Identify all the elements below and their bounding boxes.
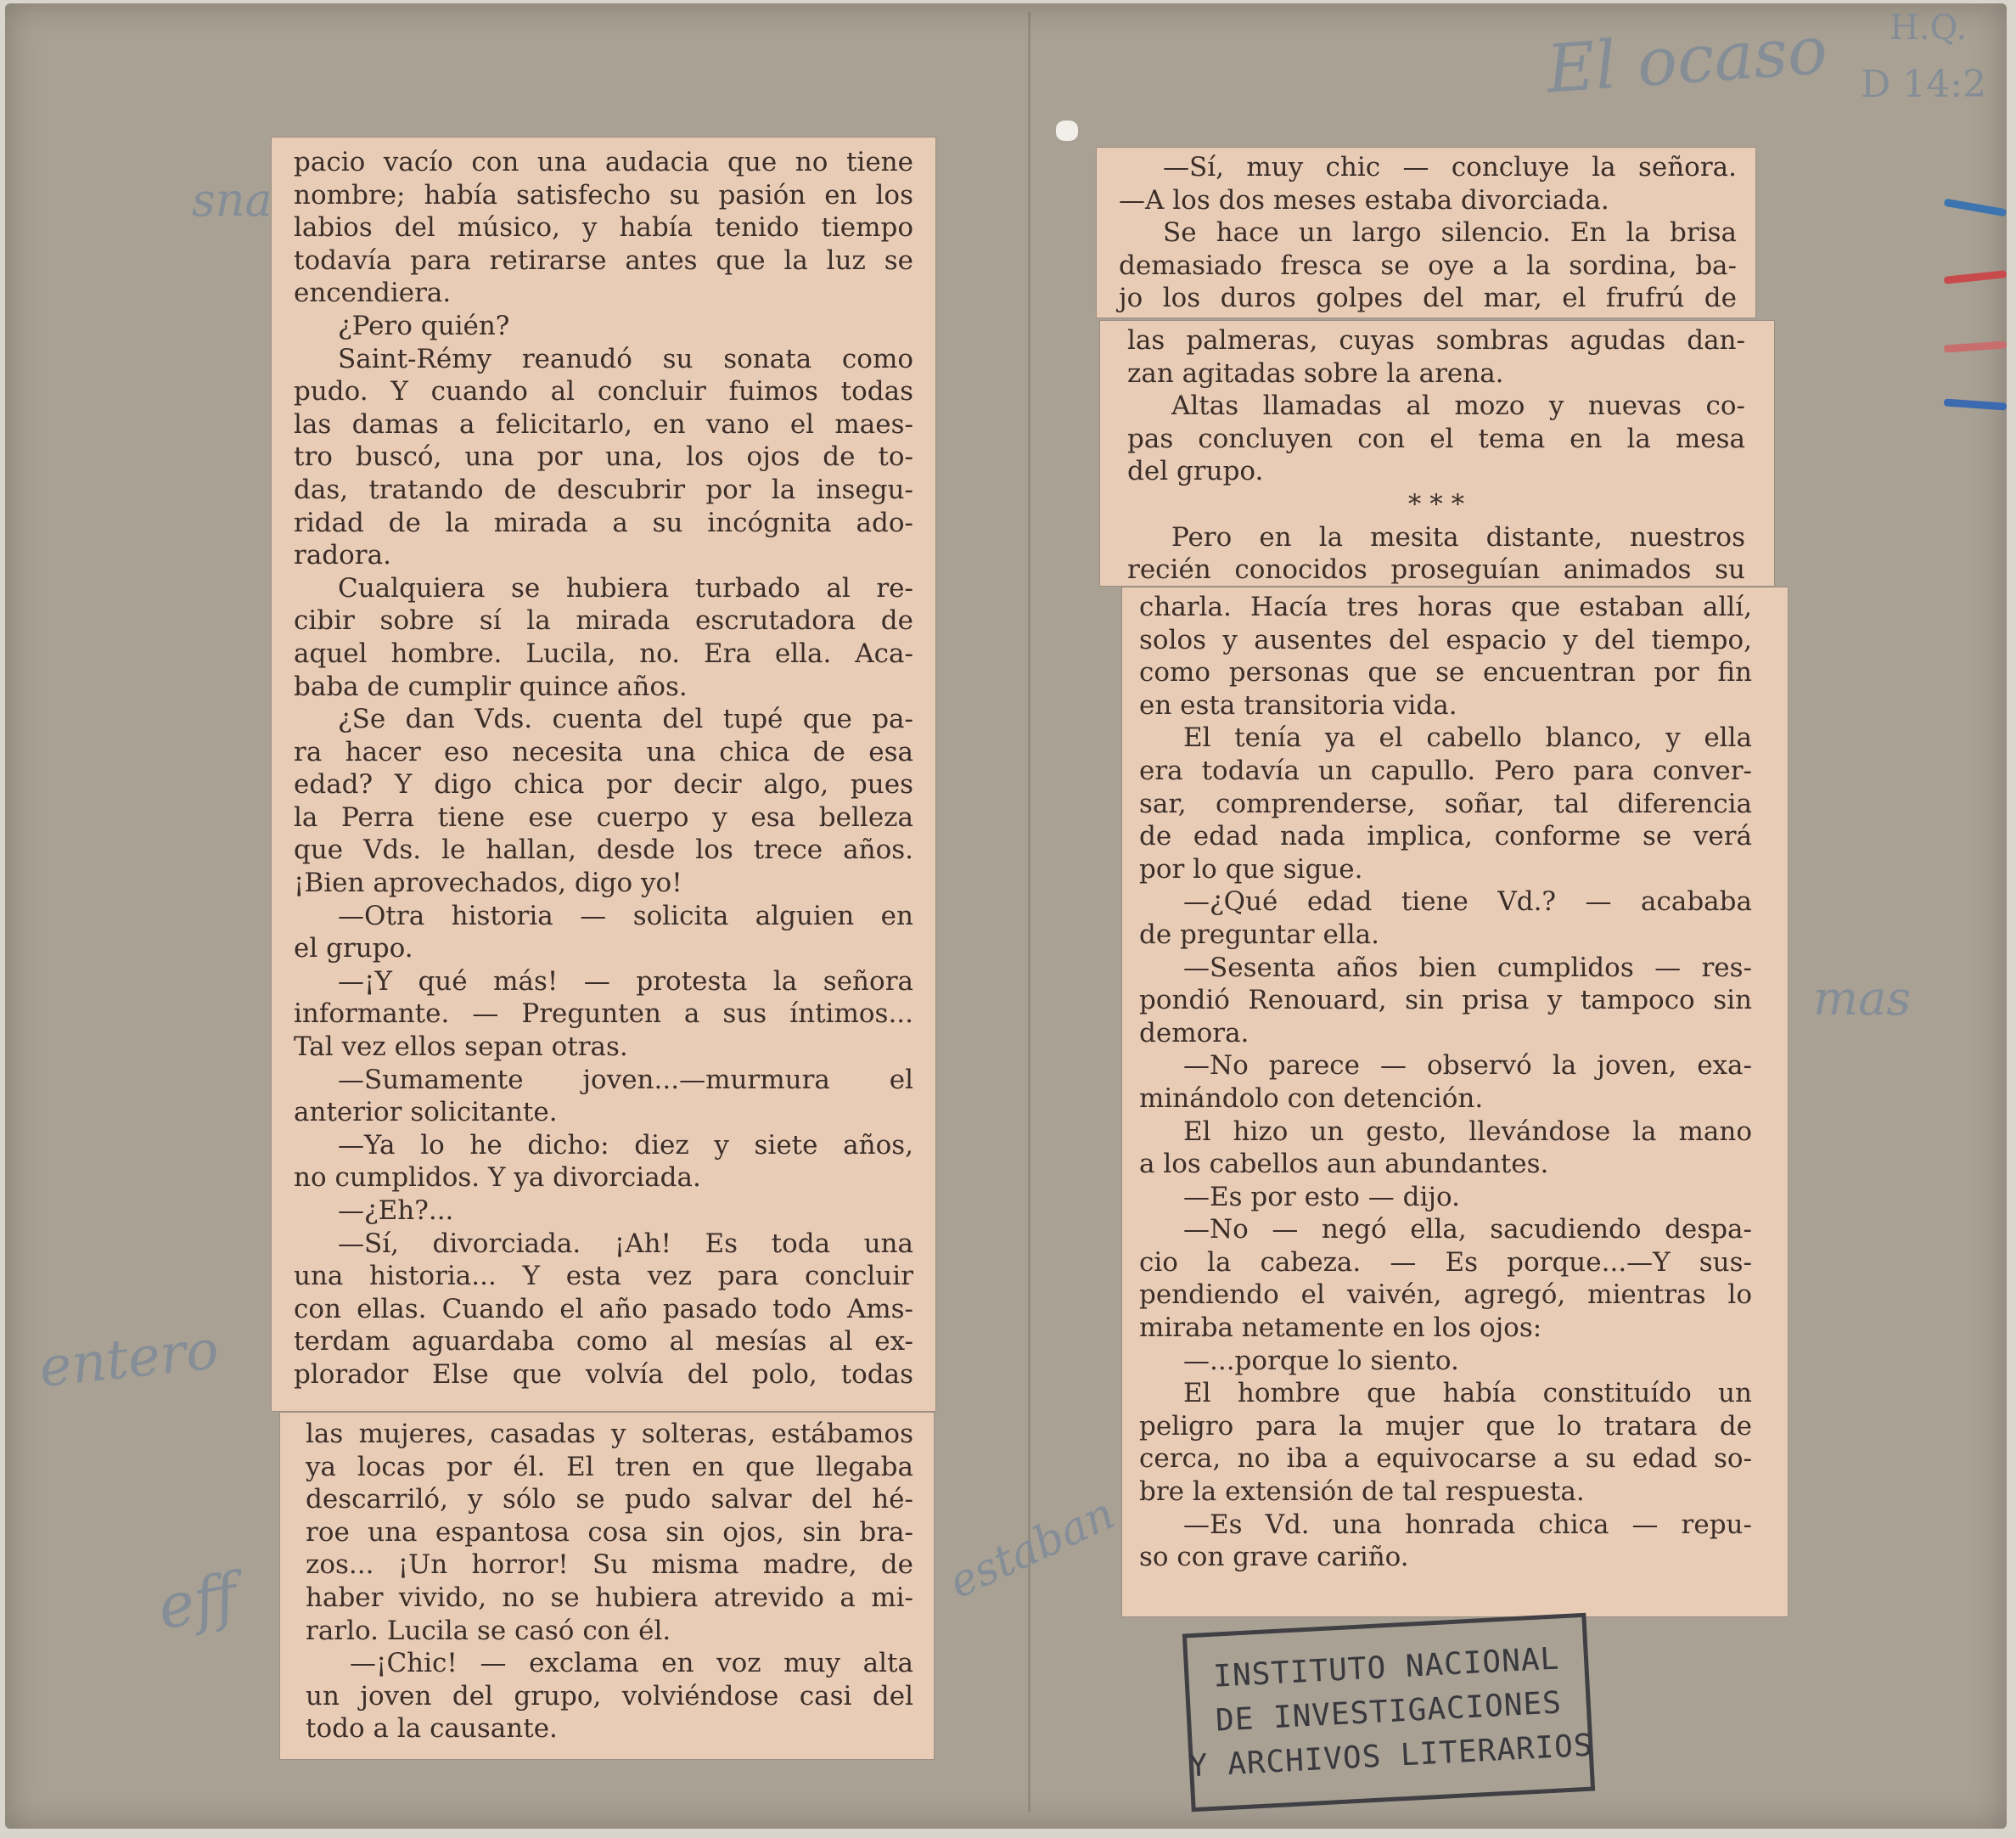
clipping-line: ¿Pero quién? — [338, 310, 510, 341]
clipping-line: bre la extensión de tal respuesta. — [1139, 1476, 1585, 1508]
clipping-line: haber vivido, no se hubiera atrevido a mi- — [306, 1582, 913, 1613]
clipping-line: todavía para retirarse antes que la luz se — [294, 245, 913, 276]
clipping-line: Saint-Rémy reanudó su sonata como — [338, 343, 913, 374]
handwritten-code-number: D 14:2 — [1861, 63, 1987, 106]
clipping-line: era todavía un capullo. Pero para conver- — [1139, 755, 1752, 786]
clipping-line: peligro para la mujer que lo tratara de — [1139, 1410, 1752, 1442]
clipping-line: que Vds. le hallan, desde los trece años. — [294, 835, 913, 866]
blue-tab — [1944, 199, 2007, 217]
clipping-line: el grupo. — [294, 933, 413, 964]
clipping-line: charla. Hacía tres horas que estaban allí, — [1139, 592, 1752, 622]
clipping-line: —¿Qué edad tiene Vd.? — acababa — [1183, 886, 1752, 918]
clipping-line: tro buscó, una por una, los ojos de to- — [294, 441, 913, 473]
clipping-line: pondió Renouard, sin prisa y tampoco sin — [1139, 985, 1752, 1016]
clipping-line: solos y ausentes del espacio y del tiempo, — [1139, 624, 1752, 655]
clipping-line: cerca, no iba a equivocarse a su edad so- — [1139, 1443, 1752, 1475]
clipping-right-top — [1097, 148, 1755, 318]
clipping-line: ra hacer eso necesita una chica de esa — [294, 736, 913, 767]
clipping-line: las palmeras, cuyas sombras agudas dan- — [1127, 325, 1745, 356]
clipping-line: cio la cabeza. — Es porque...—Y sus- — [1139, 1246, 1752, 1278]
clipping-line: zos... ¡Un horror! Su misma madre, de — [306, 1549, 913, 1581]
clipping-right-middle — [1100, 321, 1774, 586]
clipping-line: —Sumamente joven...—murmura el — [338, 1064, 913, 1095]
clipping-line: —Otra historia — solicita alguien en — [338, 900, 913, 931]
clipping-line: terdam aguardaba como al mesías al ex- — [294, 1326, 913, 1357]
clipping-line: —Es Vd. una honrada chica — repu- — [1183, 1509, 1752, 1540]
clipping-line: ¡Bien aprovechados, digo yo! — [294, 868, 682, 899]
clipping-line: demora. — [1139, 1017, 1249, 1048]
clipping-text — [1127, 324, 1745, 587]
clipping-line: —¿Eh?... — [338, 1195, 454, 1226]
clipping-left-top — [272, 138, 935, 1411]
clipping-line: zan agitadas sobre la arena. — [1127, 357, 1504, 389]
clipping-line: de preguntar ella. — [1139, 919, 1379, 950]
clipping-line: Tal vez ellos sepan otras. — [294, 1031, 628, 1063]
clipping-line: —Sesenta años bien cumplidos — res- — [1183, 952, 1752, 983]
handwritten-code-top: H.Q. — [1890, 8, 1968, 48]
clipping-line: informante. — Pregunten a sus íntimos... — [294, 998, 913, 1030]
clipping-line: aquel hombre. Lucila, no. Era ella. Aca- — [294, 638, 913, 669]
clipping-line: las mujeres, casadas y solteras, estábamos — [306, 1419, 913, 1449]
clipping-line: encendiera. — [294, 278, 452, 309]
clipping-line: pudo. Y cuando al concluir fuimos todas — [294, 376, 913, 408]
clipping-text — [1139, 591, 1752, 1574]
clipping-line: por lo que sigue. — [1139, 853, 1363, 885]
clipping-line: —Ya lo he dicho: diez y siete años, — [338, 1129, 913, 1161]
clipping-line: descarriló, y sólo se pudo salvar del hé- — [306, 1484, 913, 1515]
clipping-line: roe una espantosa cosa sin ojos, sin bra- — [306, 1516, 913, 1548]
clipping-line: Se hace un largo silencio. En la brisa — [1163, 217, 1737, 249]
clipping-left-bottom — [280, 1413, 934, 1759]
clipping-line: como personas que se encuentran por fin — [1139, 657, 1752, 689]
clipping-line: —Sí, divorciada. ¡Ah! Es toda una — [338, 1228, 913, 1259]
clipping-line: —A los dos meses estaba divorciada. — [1119, 184, 1609, 216]
clipping-line: las damas a felicitarlo, en vano el maes- — [294, 408, 913, 440]
clipping-line: Altas llamadas al mozo y nuevas co- — [1171, 391, 1745, 422]
clipping-line: —Sí, muy chic — concluye la señora. — [1163, 152, 1737, 183]
clipping-line: cibir sobre sí la mirada escrutadora de — [294, 605, 913, 637]
clipping-line: El hombre que había constituído un — [1183, 1378, 1752, 1409]
clipping-line: minándolo con detención. — [1139, 1082, 1484, 1114]
red-tab — [1944, 270, 2008, 284]
clipping-line: ya locas por él. El tren en que llegaba — [306, 1451, 913, 1482]
clipping-line: nombre; había satisfecho su pasión en los — [294, 179, 913, 211]
clipping-text — [294, 146, 913, 1391]
clipping-text — [1119, 151, 1737, 315]
clipping-line: —No — negó ella, sacudiendo despa- — [1183, 1214, 1752, 1245]
clipping-line: con ellas. Cuando el año pasado todo Ams- — [294, 1293, 913, 1324]
clipping-text — [306, 1418, 913, 1745]
clipping-line: pendiendo el vaivén, agregó, mientras lo — [1139, 1279, 1752, 1311]
clipping-line: baba de cumplir quince años. — [294, 671, 688, 702]
stamp-line: DE INVESTIGACIONES — [1215, 1685, 1563, 1739]
clipping-line: en esta transitoria vida. — [1139, 689, 1457, 721]
clipping-line: de edad nada implica, conforme se verá — [1139, 821, 1752, 852]
clipping-line: no cumplidos. Y ya divorciada. — [294, 1162, 701, 1194]
clipping-line: —No parece — observó la joven, exa- — [1183, 1050, 1752, 1082]
clipping-line: das, tratando de descubrir por la insegu- — [294, 474, 913, 505]
handwritten-margin-sna: sna — [192, 173, 272, 227]
clipping-line: la Perra tiene ese cuerpo y esa belleza — [294, 801, 913, 833]
clipping-line: pas concluyen con el tema en la mesa — [1127, 423, 1745, 454]
handwritten-margin-eff: eff — [152, 1559, 244, 1644]
clipping-line: —...porque lo siento. — [1183, 1345, 1459, 1376]
handwritten-title: El ocaso — [1544, 12, 1830, 109]
clipping-line: pacio vacío con una audacia que no tiene — [294, 147, 913, 177]
clipping-line: del grupo. — [1127, 456, 1264, 487]
handwritten-margin-estaban: estaban — [941, 1488, 1123, 1609]
stamp-line: INSTITUTO NACIONAL — [1212, 1641, 1561, 1695]
clipping-line: todo a la causante. — [306, 1713, 558, 1745]
clipping-line: recién conocidos proseguían animados su — [1127, 554, 1745, 586]
clipping-line: un joven del grupo, volviéndose casi del — [306, 1680, 913, 1712]
clipping-line: demasiado fresca se oye a la sordina, ba- — [1119, 250, 1737, 281]
clipping-line: a los cabellos aun abundantes. — [1139, 1149, 1549, 1180]
handwritten-margin-mas: mas — [1813, 971, 1912, 1026]
clipping-line: anterior solicitante. — [294, 1097, 558, 1128]
clipping-line: —Es por esto — dijo. — [1183, 1181, 1460, 1212]
punch-hole — [1056, 121, 1078, 141]
clipping-line: El tenía ya el cabello blanco, y ella — [1183, 722, 1752, 754]
red-tab — [1944, 340, 2007, 352]
clipping-line: ¿Se dan Vds. cuenta del tupé que pa- — [338, 704, 913, 735]
clipping-line: labios del músico, y había tenido tiempo — [294, 212, 913, 244]
clipping-line: El hizo un gesto, llevándose la mano — [1183, 1116, 1752, 1147]
clipping-line: rarlo. Lucila se casó con él. — [306, 1615, 671, 1646]
clipping-line: ridad de la mirada a su incógnita ado- — [294, 507, 913, 538]
clipping-line: Pero en la mesita distante, nuestros — [1171, 521, 1745, 553]
clipping-line: —¡Chic! — exclama en voz muy alta — [350, 1648, 913, 1679]
clipping-line: plorador Else que volvía del polo, todas — [294, 1358, 913, 1390]
clipping-line: so con grave cariño. — [1139, 1542, 1409, 1573]
clipping-line: miraba netamente en los ojos: — [1139, 1312, 1542, 1344]
clipping-line: una historia... Y esta vez para concluir — [294, 1261, 913, 1292]
clipping-line: jo los duros golpes del mar, el frufrú de — [1119, 283, 1737, 314]
handwritten-margin-entero: entero — [36, 1318, 222, 1400]
clipping-line: edad? Y digo chica por decir algo, pues — [294, 769, 913, 801]
blue-tab — [1944, 398, 2007, 410]
archive-stamp — [1182, 1613, 1595, 1813]
stamp-line: Y ARCHIVOS LITERARIOS — [1188, 1728, 1594, 1785]
cardboard-sheet — [5, 3, 2007, 1829]
clipping-line: sar, comprenderse, soñar, tal diferencia — [1139, 788, 1752, 819]
clipping-line: radora. — [294, 540, 391, 571]
clipping-right-bottom — [1122, 587, 1788, 1616]
clipping-line: —¡Y qué más! — protesta la señora — [338, 965, 913, 997]
clipping-line: * * * — [1407, 488, 1465, 520]
clipping-line: Cualquiera se hubiera turbado al re- — [338, 572, 913, 604]
